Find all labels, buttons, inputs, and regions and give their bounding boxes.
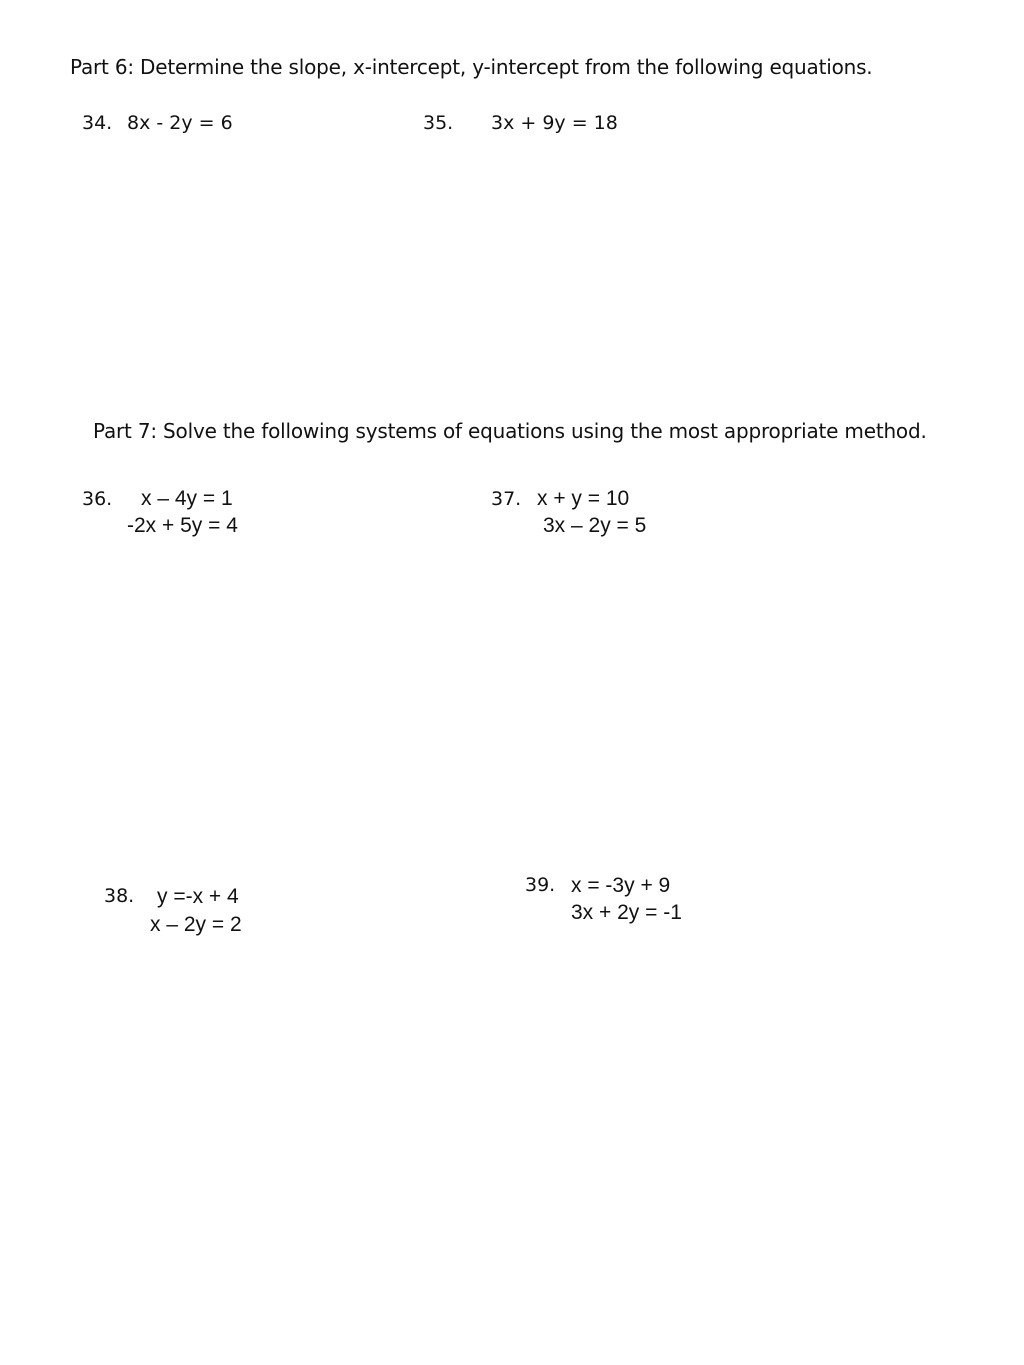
problem-number: 36. xyxy=(82,488,113,510)
system-equation-1: x = -3y + 9 xyxy=(571,874,671,897)
system-equation-2: 3x – 2y = 5 xyxy=(543,514,647,537)
problem-number: 37. xyxy=(491,488,522,510)
system-equation-2: 3x + 2y = -1 xyxy=(571,901,682,924)
problem-number: 39. xyxy=(525,874,556,896)
problem-number: 38. xyxy=(104,885,135,907)
problem-number: 35. xyxy=(423,112,454,134)
system-equation-2: x – 2y = 2 xyxy=(150,913,242,936)
system-equation-2: -2x + 5y = 4 xyxy=(127,514,238,537)
system-equation-1: x – 4y = 1 xyxy=(141,487,233,510)
system-equation-1: y =-x + 4 xyxy=(157,885,239,908)
problem-number: 34. xyxy=(82,112,113,134)
system-equation-1: x + y = 10 xyxy=(537,487,630,510)
part6-heading: Part 6: Determine the slope, x-intercept, y-intercept from the following equations. xyxy=(70,55,873,79)
problem-equation: 3x + 9y = 18 xyxy=(491,112,618,134)
part7-heading: Part 7: Solve the following systems of equations using the most appropriate method. xyxy=(93,419,927,443)
problem-equation: 8x - 2y = 6 xyxy=(127,112,233,134)
